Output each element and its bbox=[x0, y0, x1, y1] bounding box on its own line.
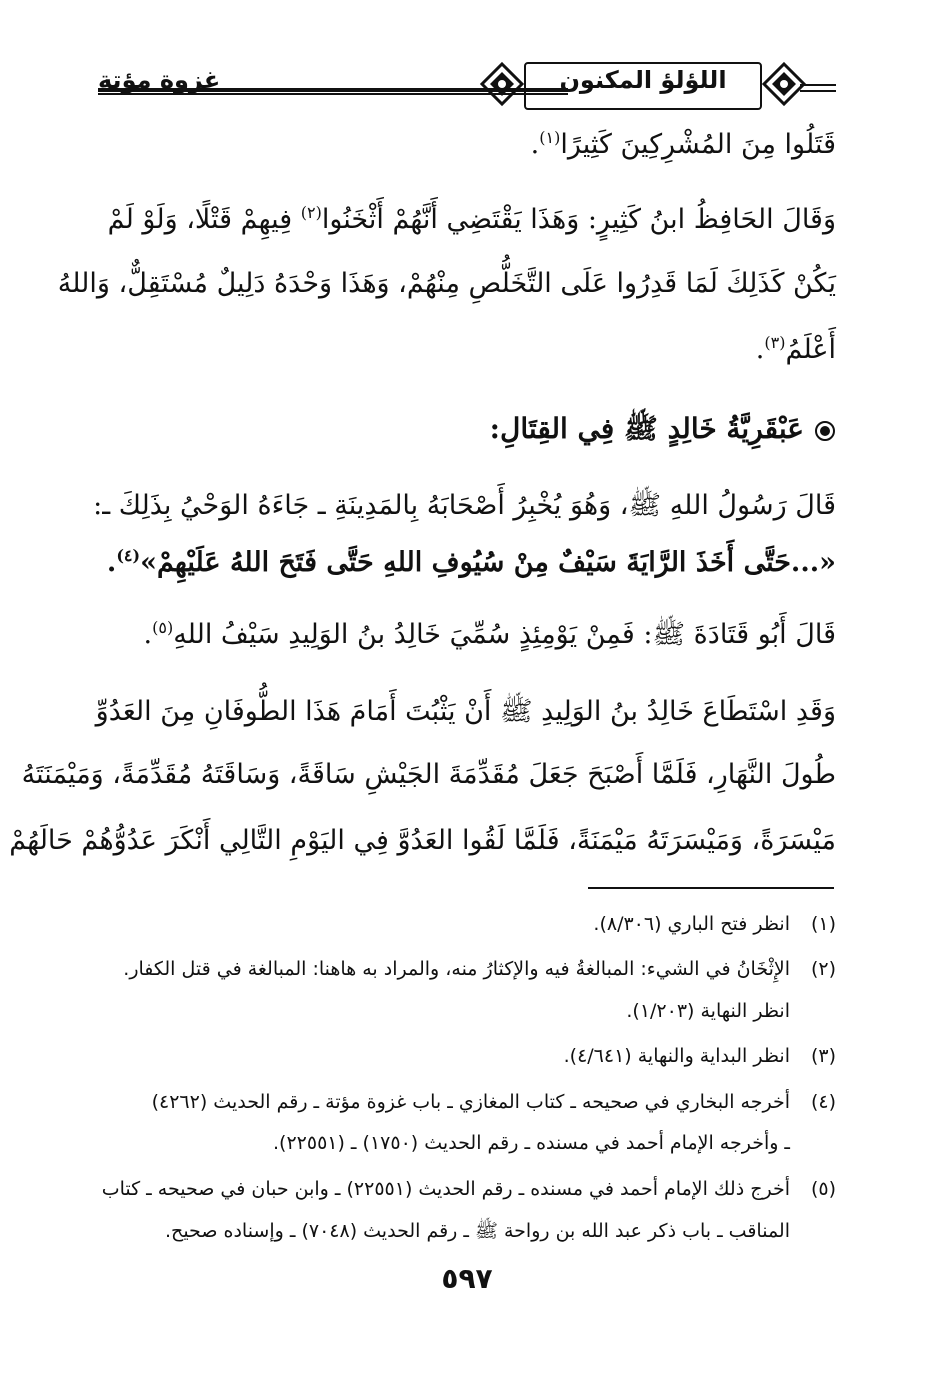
body-line-7 bbox=[96, 546, 836, 578]
body-line-11: مَيْسَرَةً، وَمَيْسَرَتَهُ مَيْمَنَةً، فَلَمَّا لَقُوا العَدُوَّ فِي اليَوْمِ التَّالِي أَنْكَرَ عَدُوُّهُمْ حَالَهُمْ bbox=[9, 825, 836, 856]
body-line-8 bbox=[96, 617, 836, 657]
footnote-3 bbox=[96, 1037, 836, 1075]
punctuation: . bbox=[530, 129, 540, 160]
body-line-2 bbox=[96, 203, 836, 235]
footnote-text: انظر النهاية (١/٢٠٣). bbox=[626, 1000, 790, 1022]
footnote-4-cont bbox=[96, 1124, 836, 1162]
book-title-cartouche bbox=[478, 56, 808, 114]
body-line-10: طُولَ النَّهَارِ، فَلَمَّا أَصْبَحَ جَعَلَ مُقَدِّمَةَ الجَيْشِ سَاقَةً، وَسَاقَتَهُ مُقَدِّمَةً، وَمَيْمَنَتَهُ bbox=[21, 759, 836, 790]
page-number: ٥٩٧ bbox=[441, 1262, 493, 1295]
footnote-5 bbox=[96, 1170, 836, 1208]
footnote-text: أخرج ذلك الإمام أحمد في مسنده ـ رقم الحديث (٢٢٥٥١) ـ وابن حبان في صحيحه ـ كتاب bbox=[101, 1178, 790, 1200]
hadith-quote: «...حَتَّى أَخَذَ الرَّايَةَ سَيْفٌ مِنْ سُيُوفِ اللهِ حَتَّى فَتَحَ اللهُ عَلَيْهِمْ» bbox=[140, 547, 836, 578]
section-heading bbox=[96, 412, 836, 452]
footnote-number: (٤) bbox=[810, 1091, 836, 1113]
footnote-ref[interactable]: (٢) bbox=[300, 203, 322, 222]
body-text: أَعْلَمُ bbox=[785, 334, 836, 365]
footnote-5-cont bbox=[96, 1212, 836, 1250]
footnote-ref[interactable]: (٤) bbox=[116, 546, 141, 565]
punctuation: . bbox=[106, 547, 117, 578]
chapter-title: غزوة مؤتة bbox=[98, 66, 221, 94]
flower-bullet-icon bbox=[814, 420, 836, 442]
footnote-number: (٣) bbox=[810, 1045, 836, 1067]
header-band bbox=[0, 0, 934, 130]
book-title: اللؤلؤ المكنون bbox=[559, 66, 727, 94]
body-line-3: يَكُنْ كَذَلِكَ لَمَا قَدِرُوا عَلَى التَّخَلُّصِ مِنْهُمْ، وَهَذَا وَحْدَهُ دَلِيلٌ مُسْتَقِلٌّ، وَاللهُ bbox=[57, 268, 836, 299]
ornament-left-icon bbox=[478, 60, 526, 108]
footnote-number: (٢) bbox=[810, 958, 836, 980]
footnote-separator bbox=[588, 887, 834, 889]
body-text: وَقَالَ الحَافِظُ ابنُ كَثِيرٍ: وَهَذَا يَقْتَضِي أَنَّهُمْ أَثْخَنُوا bbox=[321, 204, 836, 235]
footnote-number: (١) bbox=[810, 913, 836, 935]
footnote-text: ـ وأخرجه الإمام أحمد في مسنده ـ رقم الحديث (١٧٥٠) ـ (٢٢٥٥١). bbox=[273, 1132, 790, 1154]
body-line-1 bbox=[96, 128, 836, 160]
header-rule-short bbox=[800, 84, 836, 92]
footnote-number: (٥) bbox=[810, 1178, 836, 1200]
footnote-text: انظر البداية والنهاية (٤/٦٤١). bbox=[563, 1045, 790, 1067]
punctuation: . bbox=[143, 619, 153, 650]
footnote-ref[interactable]: (٣) bbox=[764, 333, 786, 352]
body-text: قَالَ أَبُو قَتَادَةَ ﷺ: فَمِنْ يَوْمِئِذٍ سُمِّيَ خَالِدُ بنُ الوَلِيدِ سَيْفُ اللهِ bbox=[173, 619, 836, 650]
footnote-ref[interactable]: (١) bbox=[539, 128, 561, 147]
body-line-6: قَالَ رَسُولُ اللهِ ﷺ، وَهُوَ يُخْبِرُ أَصْحَابَهُ بِالمَدِينَةِ ـ جَاءَهُ الوَحْيُ بِذَلِكَ ـ: bbox=[93, 490, 836, 521]
body-text: فِيهِمْ قَتْلًا، وَلَوْ لَمْ bbox=[107, 204, 301, 235]
body-line-9: وَقَدِ اسْتَطَاعَ خَالِدُ بنُ الوَلِيدِ ﷺ أَنْ يَثْبُتَ أَمَامَ هَذَا الطُّوفَانِ مِنَ العَدُوِّ bbox=[95, 696, 836, 727]
footnote-4 bbox=[96, 1083, 836, 1121]
section-heading-text: عَبْقَرِيَّةُ خَالِدٍ ﷺ فِي القِتَالِ: bbox=[489, 412, 804, 445]
footnote-2 bbox=[96, 950, 836, 988]
footnote-text: الإِثْخَانُ في الشيء: المبالغةُ فيه والإكثارُ منه، والمراد به هاهنا: المبالغة في قتل الكفار. bbox=[123, 958, 790, 980]
footnote-ref[interactable]: (٥) bbox=[152, 618, 174, 637]
body-line-4 bbox=[96, 333, 836, 365]
punctuation: . bbox=[755, 334, 765, 365]
footnote-text: أخرجه البخاري في صحيحه ـ كتاب المغازي ـ باب غزوة مؤتة ـ رقم الحديث (٤٢٦٢) bbox=[151, 1091, 790, 1113]
footnote-text: المناقب ـ باب ذكر عبد الله بن رواحة ﷺ ـ رقم الحديث (٧٠٤٨) ـ وإسناده صحيح. bbox=[165, 1220, 790, 1242]
footnote-text: انظر فتح الباري (٨/٣٠٦). bbox=[593, 913, 790, 935]
footnote-2-cont bbox=[96, 992, 836, 1030]
body-text: قَتَلُوا مِنَ المُشْرِكِينَ كَثِيرًا bbox=[560, 129, 836, 160]
footnote-1 bbox=[96, 905, 836, 943]
